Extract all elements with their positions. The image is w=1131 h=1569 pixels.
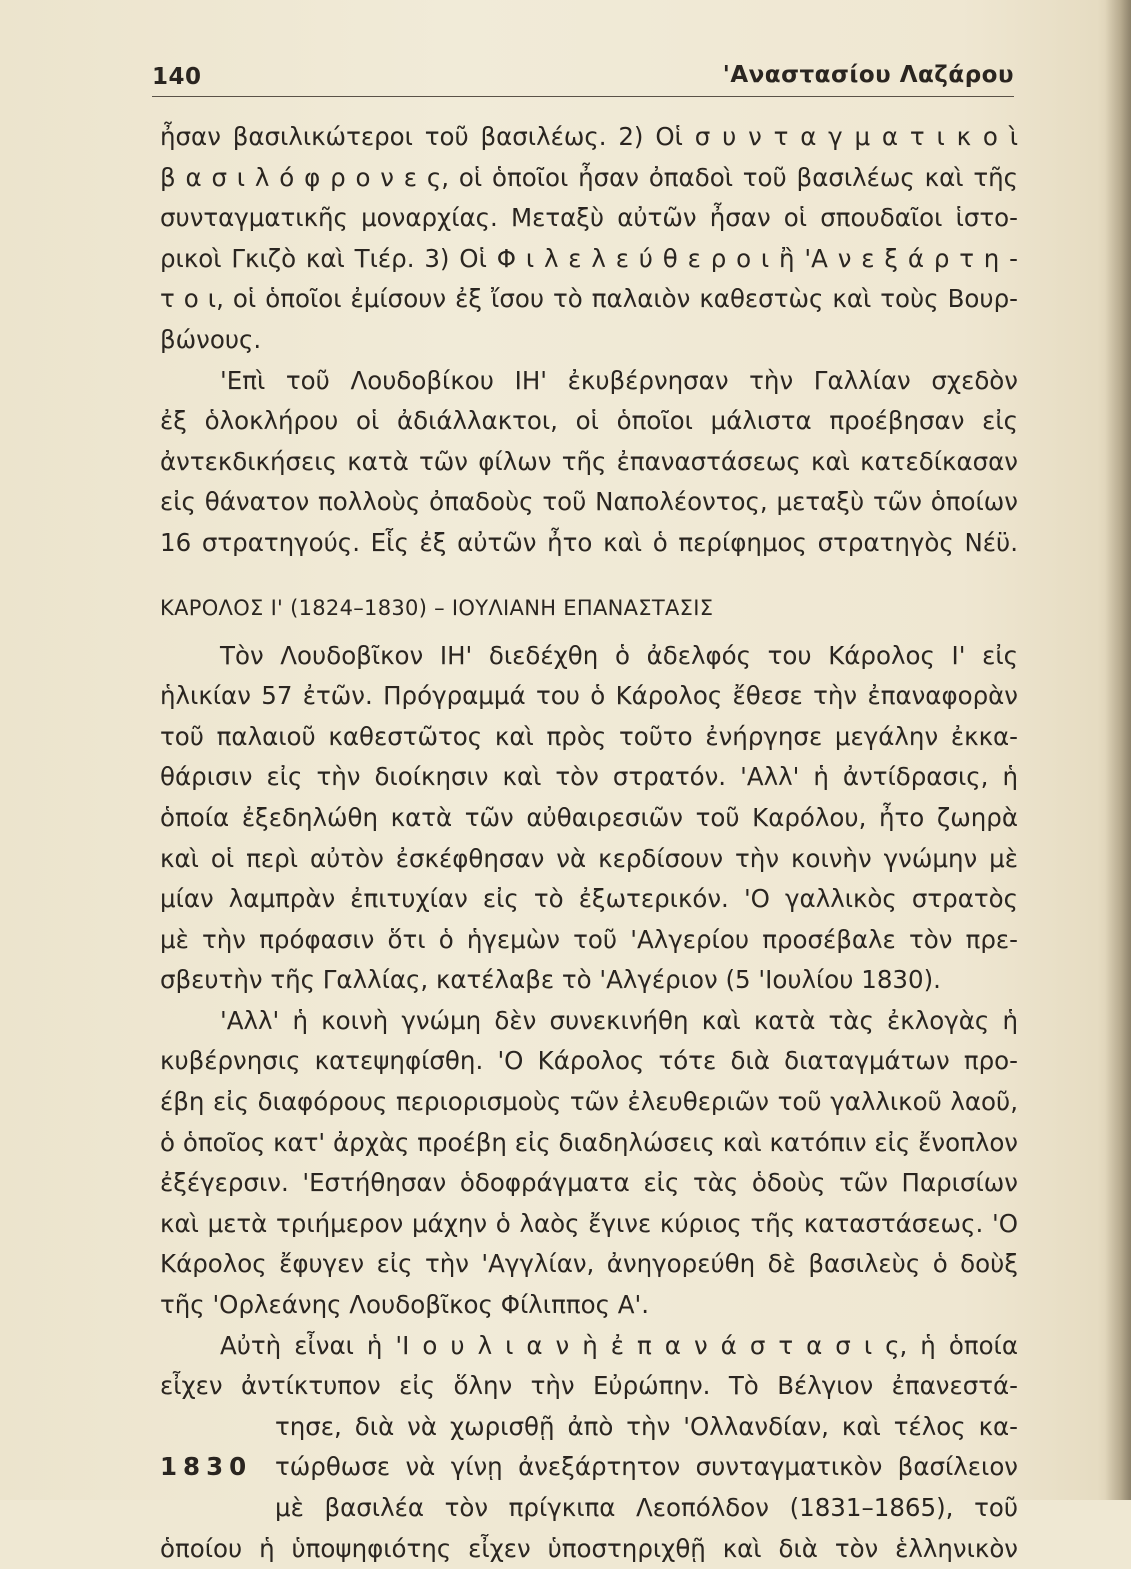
text-line: καὶ οἱ περὶ αὐτὸν ἐσκέφθησαν νὰ κερδίσουν τὴν κοινὴν γνώμην μὲ	[160, 843, 1018, 873]
text-line: τησε, διὰ νὰ χωρισθῇ ἀπὸ τὴν 'Ολλανδίαν, καὶ τέλος κα-	[275, 1411, 1018, 1441]
page-edge-shadow	[1105, 0, 1131, 1500]
text-line: β α σ ι λ ό φ ρ ο ν ε ς, οἱ ὁποῖοι ἦσαν ὀπαδοὶ τοῦ βασιλέως καὶ τῆς	[160, 162, 1018, 192]
text-line: ἡλικίαν 57 ἐτῶν. Πρόγραμμά του ὁ Κάρολος ἔθεσε τὴν ἐπαναφορὰν	[160, 681, 1018, 711]
text-line: τώρθωσε νὰ γίνῃ ἀνεξάρτητον συνταγματικὸν βασίλειον	[275, 1452, 1018, 1482]
page-number: 140	[152, 64, 202, 90]
page-header	[152, 62, 1014, 97]
text-line: μίαν λαμπρὰν ἐπιτυχίαν εἰς τὸ ἐξωτερικόν. 'Ο γαλλικὸς στρατὸς	[160, 884, 1018, 914]
text-line: ὁ ὁποῖος κατ' ἀρχὰς προέβη εἰς διαδηλώσεις καὶ κατόπιν εἰς ἔνοπλον	[160, 1127, 1018, 1157]
text-line: ἐξέγερσιν. 'Εστήθησαν ὁδοφράγματα εἰς τὰς ὁδοὺς τῶν Παρισίων	[160, 1168, 1018, 1198]
text-line: εἶχεν ἀντίκτυπον εἰς ὅλην τὴν Εὐρώπην. Τὸ Βέλγιον ἐπανεστά-	[160, 1371, 1018, 1401]
paragraph-1	[160, 117, 1018, 361]
text-line: μὲ τὴν πρόφασιν ὅτι ὁ ἡγεμὼν τοῦ 'Αλγερίου προσέβαλε τὸν πρε-	[160, 924, 1018, 954]
text-line: θάρισιν εἰς τὴν διοίκησιν καὶ τὸν στρατόν. 'Αλλ' ἡ ἀντίδρασις, ἡ	[160, 762, 1018, 792]
text-line: βώνους.	[160, 324, 262, 354]
text-line: ἦσαν βασιλικώτεροι τοῦ βασιλέως. 2) Οἱ σ υ ν τ α γ μ α τ ι κ ο ὶ	[160, 122, 1018, 151]
text-line: εἰς θάνατον πολλοὺς ὀπαδοὺς τοῦ Ναπολέοντος, μεταξὺ τῶν ὁποίων	[160, 487, 1018, 517]
text-line-with-margin-year	[160, 1447, 1018, 1488]
text-line: 16 στρατηγούς. Εἷς ἐξ αὐτῶν ἦτο καὶ ὁ περίφημος στρατηγὸς Νέϋ.	[160, 527, 1018, 557]
text-line: ὁποία ἐξεδηλώθη κατὰ τῶν αὐθαιρεσιῶν τοῦ Καρόλου, ἦτο ζωηρὰ	[160, 802, 1018, 832]
text-line: ἐξ ὁλοκλήρου οἱ ἀδιάλλακτοι, οἱ ὁποῖοι μάλιστα προέβησαν εἰς	[160, 406, 1018, 436]
paragraph-3	[160, 636, 1018, 1001]
text-line: Αὐτὴ εἶναι ἡ 'Ι ο υ λ ι α ν ὴ ἐ π α ν ά σ τ α σ ι ς, ἡ ὁποία	[220, 1330, 1018, 1360]
text-line: Κάρολος ἔφυγεν εἰς τὴν 'Αγγλίαν, ἀνηγορεύθη δὲ βασιλεὺς ὁ δοὺξ	[160, 1249, 1018, 1279]
text-line: τ ο ι, οἱ ὁποῖοι ἐμίσουν ἐξ ἴσου τὸ παλαιὸν καθεστὼς καὶ τοὺς Βουρ-	[160, 284, 1018, 314]
running-head: 'Αναστασίου Λαζάρου	[722, 62, 1014, 88]
section-heading: ΚΑΡΟΛΟΣ Ι' (1824–1830) – ΙΟΥΛΙΑΝΗ ΕΠΑΝΑΣΤΑΣΙΣ	[160, 595, 714, 620]
paragraph-5	[160, 1326, 1018, 1569]
text-line: ἀντεκδικήσεις κατὰ τῶν φίλων τῆς ἐπαναστάσεως καὶ κατεδίκασαν	[160, 446, 1018, 476]
text-line: 'Αλλ' ἡ κοινὴ γνώμη δὲν συνεκινήθη καὶ κατὰ τὰς ἐκλογὰς ἡ	[220, 1005, 1018, 1035]
text-line: έβη εἰς διαφόρους περιορισμοὺς τῶν ἐλευθεριῶν τοῦ γαλλικοῦ λαοῦ,	[160, 1087, 1018, 1117]
text-line: σβευτὴν τῆς Γαλλίας, κατέλαβε τὸ 'Αλγέριον (5 'Ιουλίου 1830).	[160, 965, 941, 995]
text-line: καὶ μετὰ τριήμερον μάχην ὁ λαὸς ἔγινε κύριος τῆς καταστάσεως. 'Ο	[160, 1208, 1018, 1238]
text-line: συνταγματικῆς μοναρχίας. Μεταξὺ αὐτῶν ἦσαν οἱ σπουδαῖοι ἱστο-	[160, 203, 1018, 233]
paragraph-2	[160, 361, 1018, 564]
margin-year: 1830	[160, 1452, 253, 1482]
text-line: κυβέρνησις κατεψηφίσθη. 'Ο Κάρολος τότε διὰ διαταγμάτων προ-	[160, 1046, 1018, 1076]
text-line: 'Επὶ τοῦ Λουδοβίκου ΙΗ' ἐκυβέρνησαν τὴν Γαλλίαν σχεδὸν	[220, 365, 1018, 395]
text-line: μὲ βασιλέα τὸν πρίγκιπα Λεοπόλδον (1831–1865), τοῦ	[275, 1493, 1018, 1522]
text-line: ρικοὶ Γκιζὸ καὶ Τιέρ. 3) Οἱ Φ ι λ ε λ ε ύ θ ε ρ ο ι ἢ 'Α ν ε ξ ά ρ τ η -	[160, 243, 1018, 273]
paragraph-4	[160, 1001, 1018, 1326]
text-line: τοῦ παλαιοῦ καθεστῶτος καὶ πρὸς τοῦτο ἐνήργησε μεγάλην ἐκκα-	[160, 721, 1018, 751]
text-line: τῆς 'Ορλεάνης Λουδοβῖκος Φίλιππος Α'.	[160, 1290, 650, 1320]
text-line: ὁποίου ἡ ὑποψηφιότης εἶχεν ὑποστηριχθῇ καὶ διὰ τὸν ἑλληνικὸν	[160, 1533, 1018, 1563]
text-line: Τὸν Λουδοβῖκον ΙΗ' διεδέχθη ὁ ἀδελφός του Κάρολος Ι' εἰς	[220, 640, 1018, 670]
section-spacer	[160, 564, 1018, 586]
body-text	[160, 117, 1018, 1569]
